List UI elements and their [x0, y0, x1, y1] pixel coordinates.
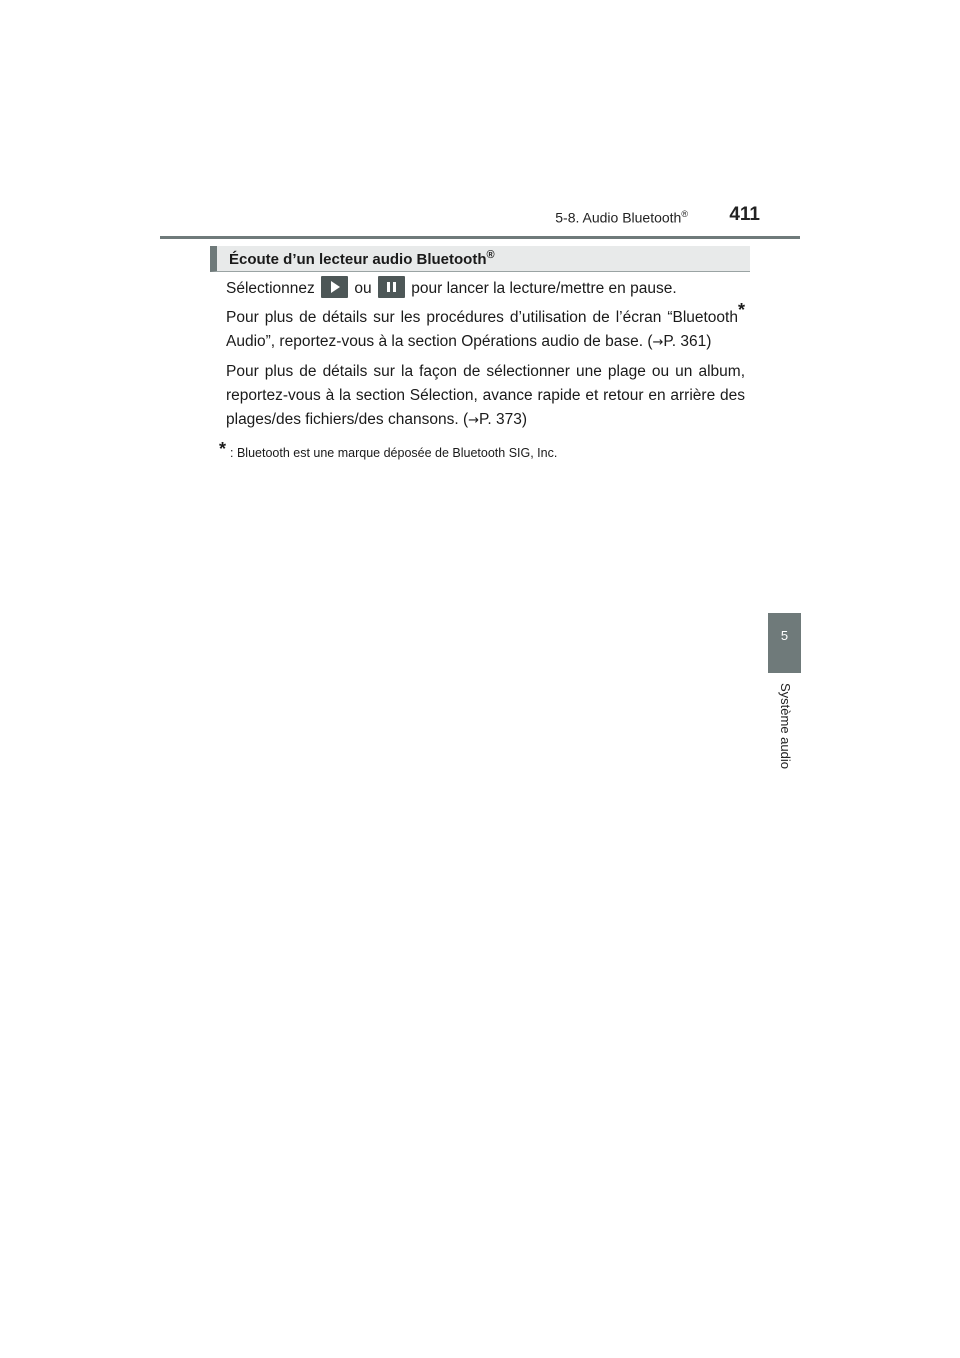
paragraph-bluetooth-screen: Pour plus de détails sur les procédures d’utilisation de l’écran “Bluetooth* Audio”, reportez-vous à la section Opérations audio de base. (→P. 361): [226, 300, 745, 350]
paragraph-select-play-pause: Sélectionnez ou pour lancer la lecture/mettre en pause.: [226, 276, 745, 301]
body-content: [226, 276, 745, 438]
page-reference-link[interactable]: P. 373): [479, 411, 527, 428]
header-section-title: 5-8. Audio Bluetooth®: [555, 209, 688, 226]
footnote: [219, 439, 759, 460]
pause-icon: [378, 276, 405, 298]
paragraph-track-selection: Pour plus de détails sur la façon de sélectionner une plage ou un album, reportez-vous à la section Sélection, avance rapide et retour en arrière des plages/des fichiers/des chansons. (→P. 373): [226, 363, 745, 428]
footnote-star: *: [219, 439, 227, 459]
section-title: Écoute d’un lecteur audio Bluetooth®: [229, 249, 495, 268]
footnote-text: : Bluetooth est une marque déposée de Bluetooth SIG, Inc.: [230, 446, 558, 460]
page-number: 411: [729, 204, 760, 225]
chapter-tab: 5: [768, 613, 801, 673]
reference-arrow-icon: →: [652, 335, 664, 350]
play-icon: [321, 276, 348, 298]
section-heading-bar: [210, 246, 750, 272]
chapter-label: Système audio: [778, 683, 793, 769]
footnote-star: *: [737, 300, 745, 320]
page-reference-link[interactable]: P. 361): [663, 333, 712, 350]
page-header: [160, 200, 800, 239]
reference-arrow-icon: →: [468, 413, 480, 428]
